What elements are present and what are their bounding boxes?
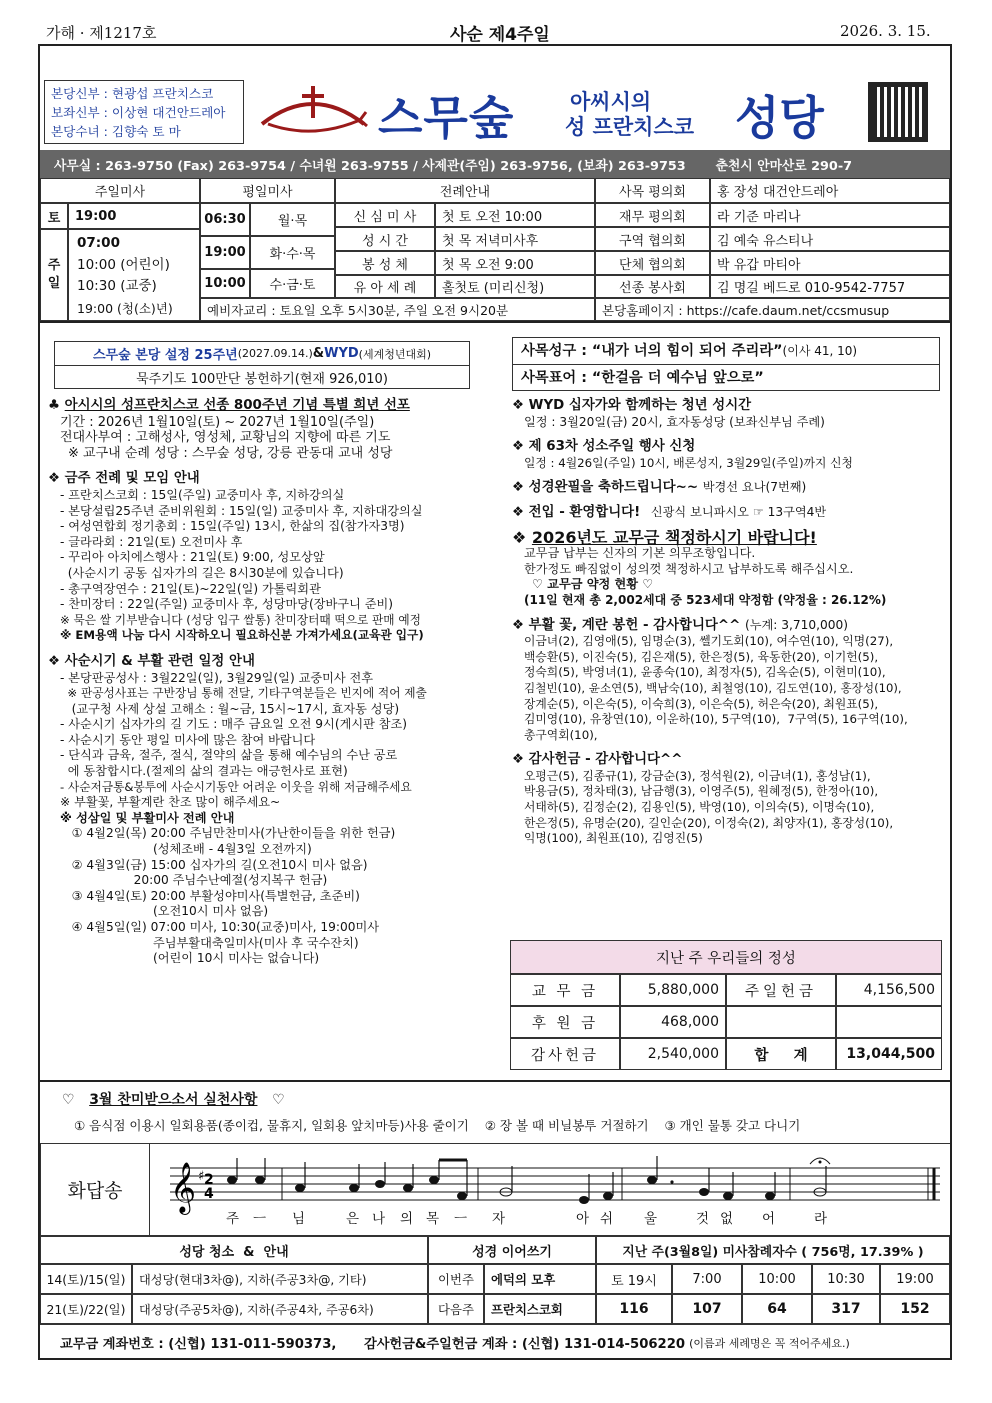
- weekday-day-3: 수·금·토: [250, 269, 335, 298]
- psalm-label: 화답송: [40, 1143, 150, 1236]
- council-person-4: 박 유갑 마티아: [710, 251, 950, 275]
- pastoral-motto-box: [512, 337, 940, 391]
- account-numbers: 교무금 계좌번호 : (신협) 131-011-590373, 감사헌금&주일헌금 계좌 : (신협) 131-014-506220: [60, 1337, 686, 1352]
- offering-value-total: 13,044,500: [836, 1038, 942, 1070]
- sun-times: [68, 229, 200, 321]
- lyric: 어: [762, 1211, 776, 1227]
- banner-amp: &: [312, 346, 325, 361]
- dues-line: ♡ 교무금 약정 현황 ♡: [532, 577, 654, 592]
- lent-line: 에 동참합시다.(절제의 삶의 결과는 애긍헌사로 표현): [60, 764, 348, 779]
- bible-when-2: 다음주: [428, 1294, 484, 1324]
- account-note: (이름과 세례명은 꼭 적어주세요.): [689, 1336, 850, 1350]
- donor-line: 한은정(5), 유명순(20), 길인순(20), 이정숙(2), 최양자(1), 홍장성(10),: [524, 815, 894, 830]
- schedule-divider: [40, 321, 950, 323]
- pastoral-motto: 사목표어 : “한걸음 더 예수님 앞으로”: [521, 370, 764, 386]
- weekday-time-2: 19:00: [200, 236, 250, 269]
- liturgy-time-3: 첫 목 오전 9:00: [435, 251, 595, 275]
- lent-line: 20:00 주님수난예절(성지복구 헌금): [60, 873, 328, 888]
- praise-divider: [40, 1080, 950, 1082]
- sun-time-4: 19:00 (청(소)년): [77, 300, 173, 316]
- sunday-mass-header: 주일미사: [40, 178, 200, 203]
- parish-title-b2: 성 프란치스코: [565, 115, 695, 139]
- sun-label: 주 일: [40, 229, 68, 321]
- offering-label-support: 후 원 금: [510, 1006, 620, 1038]
- att-mass-2: 7:00: [672, 1264, 742, 1294]
- donor-line: 서태하(5), 김정순(2), 김용인(5), 박영(10), 이의숙(5), 이명숙(10),: [524, 800, 875, 815]
- lent-line: (성체조배 - 4월3일 오전까지): [60, 842, 312, 857]
- lyric: 목: [426, 1211, 440, 1227]
- cleaning-header: 성당 청소 & 안내: [40, 1236, 428, 1264]
- banner-wyd: WYD: [324, 346, 359, 361]
- lent-line: ※ 성삼일 및 부활미사 전례 안내: [60, 810, 235, 825]
- attendance-header: 지난 주(3월8일) 미사참례자수 ( 756명, 17.39% ): [596, 1236, 950, 1264]
- weekday-day-2: 화·수·목: [250, 236, 335, 269]
- donor-line: 정숙희(5), 박영녀(1), 윤종숙(10), 최정자(5), 김옥순(5), 이현미(10),: [524, 665, 886, 680]
- offering-label-total: 합 계: [726, 1038, 836, 1070]
- liturgy-name-1: 신 심 미 사: [335, 203, 435, 227]
- att-count-2: 107: [672, 1294, 742, 1324]
- lent-line: (교구청 사제 상설 고해소 : 월~금, 15시~17시, 효자동 성당): [60, 701, 400, 716]
- lyric: 것: [696, 1211, 710, 1227]
- parish-title-b1: 아씨시의: [570, 90, 652, 114]
- clergy-assistant: 보좌신부 : 이상현 대건안드레아: [51, 105, 226, 120]
- council-person-1: 홍 장성 대건안드레아: [710, 178, 950, 203]
- weekly-line: - 글라라회 : 21일(토) 오전미사 후: [60, 534, 243, 549]
- lent-line: - 단식과 금육, 절주, 절식, 절약의 삶을 통해 예수님의 수난 공로: [60, 748, 398, 763]
- dues-line: (11일 현재 총 2,002세대 중 523세대 약정함 (약정율 : 26.12%): [524, 592, 887, 607]
- att-count-3: 64: [742, 1294, 812, 1324]
- donor-line: 오평근(5), 김종규(1), 강금순(3), 정석원(2), 이금녀(1), 홍성남(1),: [524, 768, 871, 783]
- right-column: [512, 398, 948, 847]
- offering-title: 지난 주 우리들의 정성: [510, 940, 942, 974]
- lyric: ㅡ: [454, 1211, 468, 1227]
- offering-label-dues: 교 무 금: [510, 974, 620, 1006]
- council-person-2: 라 기준 마리나: [710, 203, 950, 227]
- lyric: 은: [346, 1211, 360, 1227]
- psalm-lyrics: [226, 1207, 946, 1225]
- liturgy-name-4: 유 아 세 례: [335, 275, 435, 298]
- dues-line: 한가정도 빠짐없이 성의껏 책정하시고 납부하도록 해주십시오.: [524, 561, 854, 576]
- att-count-4: 317: [812, 1294, 880, 1324]
- contact-band: [40, 150, 950, 178]
- weekly-line: - 본당설립25주년 준비위원회 : 15일(일) 교중미사 후, 지하대강의실: [60, 503, 423, 518]
- pastoral-verse: 사목성구 : “내가 너의 힘이 되어 주리라”: [521, 343, 783, 359]
- sun-time-3: 10:30 (교중): [77, 278, 157, 294]
- weekly-line: ※ 묵은 쌀 기부받습니다 (성당 입구 쌀통) 찬미장터때 떡으로 판매 예정: [60, 612, 421, 627]
- donor-line: 익명(100), 최원표(10), 김영진(5): [524, 831, 703, 846]
- lent-line: (어린이 10시 미사는 없습니다): [60, 951, 320, 966]
- section-jubilee: ♣ 아시시의 성프란치스코 선종 800주년 기념 특별 희년 선포: [48, 398, 410, 413]
- offering-empty-2: [836, 1006, 942, 1038]
- homepage-link[interactable]: 본당홈페이지 : https://cafe.daum.net/ccsmusup: [595, 298, 950, 321]
- weekday-time-1: 06:30: [200, 203, 250, 236]
- wyd-line: 일정 : 3월20일(금) 20시, 효자동성당 (보좌신부님 주례): [524, 414, 825, 429]
- account-info: [40, 1324, 950, 1360]
- clergy-pastor: 본당신부 : 현광섭 프란치스코: [51, 86, 214, 101]
- offering-value-dues: 5,880,000: [620, 974, 726, 1006]
- parish-logo: [258, 80, 368, 142]
- section-lent: ❖ 사순시기 & 부활 관련 일정 안내: [48, 653, 255, 669]
- att-mass-5: 19:00: [880, 1264, 950, 1294]
- section-wyd: ❖ WYD 십자가와 함께하는 청년 성시간: [512, 398, 752, 413]
- donor-line: 김미영(10), 유창연(10), 이운하(10), 5구역(10), 7구역(5), 16구역(10),: [524, 712, 908, 727]
- season-title: 사순 제4주일: [450, 25, 550, 45]
- lyric: 자: [492, 1211, 506, 1227]
- donor-line: 장계순(5), 이은숙(5), 이숙희(3), 이은숙(5), 허은숙(20), 최원표(5),: [524, 696, 879, 711]
- weekly-line: - 여성연합회 정기총회 : 15일(주일) 13시, 한삶의 집(참가자3명): [60, 519, 405, 534]
- section-weekly: ❖ 금주 전례 및 모임 안내: [48, 471, 200, 487]
- issue-number: 가해 · 제1217호: [46, 24, 157, 42]
- clean-area-1: 대성당(현대3차@), 지하(주공3차@, 기타): [132, 1264, 428, 1294]
- contact-address: 춘천시 안마산로 290-7: [715, 158, 853, 174]
- liturgy-name-3: 봉 성 체: [335, 251, 435, 275]
- catechumen-class: 예비자교리 : 토요일 오후 5시30분, 주일 오전 9시20분: [200, 298, 595, 321]
- bible-header: 성경 이어쓰기: [428, 1236, 596, 1264]
- offering-label-sunday: 주일헌금: [726, 974, 836, 1006]
- donor-line: 백승환(5), 이진숙(5), 김은재(5), 한은정(5), 육동한(20), 이기헌(5),: [524, 649, 879, 664]
- bible-group-2: 프란치스코회: [484, 1294, 596, 1324]
- parish-title-c: 성당: [735, 91, 824, 145]
- donor-line: 이금녀(2), 김영애(5), 임명순(3), 쎌기도회(10), 여수연(10), 익명(27),: [524, 634, 894, 649]
- lent-line: (오전10시 미사 없음): [60, 904, 269, 919]
- lyric: 없: [720, 1211, 734, 1227]
- offering-value-support: 468,000: [620, 1006, 726, 1038]
- att-mass-1: 토 19시: [596, 1264, 672, 1294]
- offering-value-thanks: 2,540,000: [620, 1038, 726, 1070]
- section-easter-flowers: ❖ 부활 꽃, 계란 봉헌 - 감사합니다^^ (누계: 3,710,000): [512, 617, 849, 633]
- clean-date-1: 14(토)/15(일): [40, 1264, 132, 1294]
- weekday-time-3: 10:00: [200, 269, 250, 298]
- svg-text:𝄞: 𝄞: [170, 1162, 197, 1213]
- dues-line: 교무금 납부는 신자의 기본 의무조항입니다.: [524, 546, 756, 561]
- clean-area-2: 대성당(주공5차@), 지하(주공4차, 주공6차): [132, 1294, 428, 1324]
- qr-code[interactable]: [868, 82, 928, 142]
- sat-time: 19:00: [68, 203, 200, 229]
- lyric: 의: [400, 1211, 414, 1227]
- att-count-1: 116: [596, 1294, 672, 1324]
- offering-label-thanks: 감사헌금: [510, 1038, 620, 1070]
- lent-line: - 사순시기 십자가의 길 기도 : 매주 금요일 오전 9시(게시판 참조): [60, 717, 408, 732]
- sat-label: 토: [40, 203, 68, 229]
- praise-title: ♡ 3월 찬미받으소서 실천사항 ♡: [62, 1092, 285, 1108]
- lent-line: ③ 4월4일(토) 20:00 부활성야미사(특별헌금, 초준비): [60, 888, 360, 903]
- lent-line: ① 4월2일(목) 20:00 주님만찬미사(가난한이들을 위한 헌금): [60, 826, 396, 841]
- offering-table: [510, 940, 942, 1070]
- lent-line: 주님부활대축일미사(미사 후 국수잔치): [60, 935, 359, 950]
- section-bible-complete: ❖ 성경완필을 축하드립니다~~ 박경선 요나(7번째): [512, 480, 807, 496]
- jubilee-line: ※ 교구내 순례 성당 : 스무숲 성당, 강릉 관동대 교내 성당: [68, 445, 393, 461]
- lyric: 아: [576, 1211, 590, 1227]
- svg-text:♯: ♯: [198, 1169, 205, 1184]
- banner-rosary: 묵주기도 100만단 봉헌하기(현재 926,010): [136, 371, 388, 387]
- lyric: 울: [644, 1211, 658, 1227]
- liturgy-name-2: 성 시 간: [335, 227, 435, 251]
- liturgy-time-4: 홀첫토 (미리신청): [435, 275, 595, 298]
- lyric: 주: [226, 1211, 240, 1227]
- issue-date: 2026. 3. 15.: [840, 22, 931, 40]
- pastoral-verse-ref: (이사 41, 10): [782, 344, 858, 358]
- weekly-line: - 찬미장터 : 22일(주일) 교중미사 후, 성당마당(장바구니 준비): [60, 597, 394, 612]
- weekly-line: ※ EM용액 나눔 다시 시작하오니 필요하신분 가져가세요(교육관 입구): [60, 628, 424, 643]
- praise-items: ① 음식점 이용시 일회용품(종이컵, 물휴지, 일회용 앞치마등)사용 줄이기 ② 장 볼 때 비닐봉투 거절하기 ③ 개인 물통 갖고 다니기: [74, 1118, 801, 1133]
- bible-group-1: 에덕의 모후: [484, 1264, 596, 1294]
- att-mass-3: 10:00: [742, 1264, 812, 1294]
- lent-line: ④ 4월5일(일) 07:00 미사, 10:30(교중)미사, 19:00미사: [60, 920, 380, 934]
- weekly-line: - 꾸리아 아치에스행사 : 21일(토) 9:00, 성모상앞: [60, 550, 325, 565]
- weekly-line: (사순시기 공동 십자가의 길은 8시30분에 있습니다): [60, 565, 344, 580]
- lent-line: - 사순시기 동안 평일 미사에 많은 참여 바랍니다: [60, 732, 316, 747]
- weekday-day-1: 월·목: [250, 203, 335, 236]
- weekday-mass-header: 평일미사: [200, 178, 335, 203]
- lent-line: ※ 판공성사표는 구반장님 통해 전달, 기타구역분들은 빈지에 적어 제출: [60, 686, 427, 701]
- offering-value-sunday: 4,156,500: [836, 974, 942, 1006]
- section-vocation: ❖ 제 63차 성소주일 행사 신청: [512, 439, 696, 455]
- jubilee-line: 기간 : 2026년 1월10일(토) ~ 2027년 1월10일(주일): [60, 414, 375, 430]
- att-count-5: 152: [880, 1294, 950, 1324]
- council-person-3: 김 예숙 유스티나: [710, 227, 950, 251]
- offering-empty-1: [726, 1006, 836, 1038]
- lent-line: - 본당판공성사 : 3월22일(일), 3월29일(일) 교중미사 전후: [60, 670, 374, 685]
- lyric: ㅡ: [253, 1211, 267, 1227]
- section-dues: ❖ 2026년도 교무금 책정하시기 바랍니다!: [512, 527, 817, 547]
- lyric: 쉬: [600, 1211, 614, 1227]
- clergy-box: [44, 80, 244, 144]
- section-thanks-offering: ❖ 감사헌금 - 감사합니다^^: [512, 752, 683, 768]
- lent-line: - 사순저금통&봉투에 사순시기동안 어려운 이웃을 위해 저금해주세요: [60, 779, 412, 794]
- council-name-2: 재무 평의회: [595, 203, 710, 227]
- contact-phones: 사무실 : 263-9750 (Fax) 263-9754 / 수녀원 263-9755 / 사제관(주임) 263-9756, (보좌) 263-9753: [54, 158, 686, 174]
- lyric: 나: [372, 1211, 386, 1227]
- donor-line: 김철빈(10), 윤소연(5), 백남숙(10), 최철영(10), 김도연(10), 홍장성(10),: [524, 680, 902, 695]
- lent-line: ② 4월3일(금) 15:00 십자가의 길(오전10시 미사 없음): [60, 857, 368, 872]
- section-welcome: ❖ 전입 - 환영합니다! 신광식 보니파시오 ☞ 13구역4반: [512, 504, 827, 520]
- bible-when-1: 이번주: [428, 1264, 484, 1294]
- svg-text:2: 2: [204, 1172, 214, 1188]
- anniversary-banner: [54, 341, 470, 389]
- weekly-line: - 프란치스코회 : 15일(주일) 교중미사 후, 지하강의실: [60, 487, 345, 502]
- donor-line: 박용금(5), 정차태(3), 남금행(3), 이영주(5), 원혜정(5), 한정아(10),: [524, 784, 879, 799]
- left-column: [48, 398, 504, 967]
- weekly-line: - 총구역장연수 : 21일(토)~22일(일) 가톨릭회관: [60, 581, 321, 596]
- council-name-5: 선종 봉사회: [595, 275, 710, 298]
- council-person-5: 김 명길 베드로 010-9542-7757: [710, 275, 950, 298]
- council-name-1: 사목 평의회: [595, 178, 710, 203]
- clean-date-2: 21(토)/22(일): [40, 1294, 132, 1324]
- lyric: 님: [292, 1211, 306, 1227]
- liturgy-header: 전례안내: [335, 178, 595, 203]
- banner-anniv: 스무숲 본당 설정 25주년: [93, 348, 238, 363]
- lyric: 라: [814, 1211, 828, 1227]
- lent-line: ※ 부활꽃, 부활계란 찬조 많이 해주세요~: [60, 795, 281, 810]
- parish-title-a: 스무숲: [378, 91, 515, 145]
- sun-time-2: 10:00 (어린이): [77, 256, 170, 273]
- donor-line: 총구역회(10),: [524, 727, 598, 742]
- council-name-3: 구역 협의회: [595, 227, 710, 251]
- liturgy-time-1: 첫 토 오전 10:00: [435, 203, 595, 227]
- sun-time-1: 07:00: [77, 235, 120, 251]
- att-mass-4: 10:30: [812, 1264, 880, 1294]
- vocation-line: 일정 : 4월26일(주일) 10시, 배론성지, 3월29일(주일)까지 신청: [524, 455, 853, 470]
- banner-wyd-note: (세계청년대회): [358, 347, 431, 361]
- banner-anniv-date: (2027.09.14.): [237, 347, 313, 360]
- council-name-4: 단체 협의회: [595, 251, 710, 275]
- jubilee-line: 전대사부여 : 고해성사, 영성체, 교황님의 지향에 따른 기도: [60, 430, 391, 446]
- svg-text:4: 4: [204, 1186, 214, 1202]
- clergy-sister: 본당수녀 : 김향숙 토 마: [51, 124, 181, 139]
- liturgy-time-2: 첫 목 저녁미사후: [435, 227, 595, 251]
